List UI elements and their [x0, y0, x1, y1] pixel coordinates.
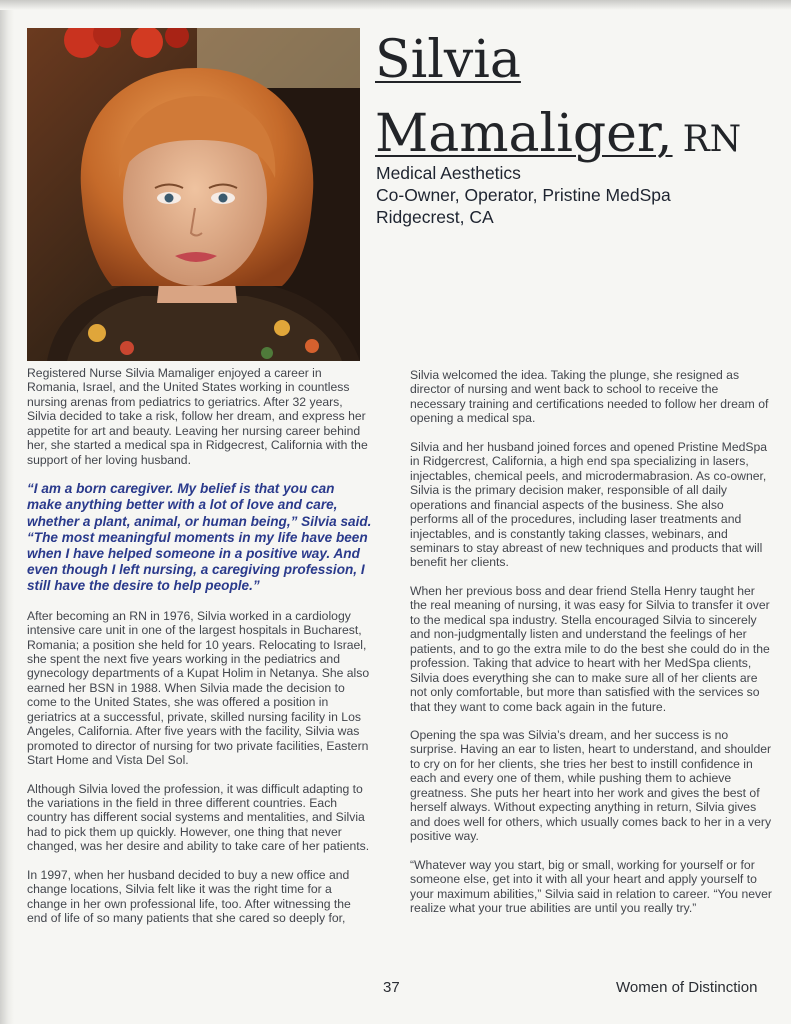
title-last-name — [375, 104, 742, 164]
article-right-column — [410, 368, 772, 929]
paragraph-welcomed-idea: Silvia welcomed the idea. Taking the plunge, she resigned as director of nursing and went back to school to receive the necessary training and certifications needed to follow her dream of opening a medical spa. — [410, 368, 769, 426]
publication-name: Women of Distinction — [616, 979, 758, 996]
subtitle-role: Co-Owner, Operator, Pristine MedSpa — [376, 185, 671, 205]
page-title — [375, 30, 742, 164]
article-left-column — [27, 366, 372, 940]
page-number: 37 — [383, 979, 400, 996]
pull-quote: “I am a born caregiver. My belief is that you can make anything better with a lot of love and care, whether a plant, animal, or human being,” Silvia said. “The most meaningful moments in my life have been when I have helped someone in a positive way. And even though I left nursing, a caregiving profession, I still have the desire to help people.” — [27, 481, 372, 594]
subtitle-location: Ridgecrest, CA — [376, 207, 494, 227]
page-binding-shadow — [0, 0, 14, 1024]
paragraph-closing-quote: “Whatever way you start, big or small, working for yourself or for someone else, get into it with all your heart and apply yourself to your maximum abilities,” Silvia said in relation to career. “You never realize what your true abilities are until you really try.” — [410, 857, 772, 915]
subtitle-block — [376, 162, 671, 228]
title-first-name: Silvia — [375, 30, 521, 90]
paragraph-dream-success: Opening the spa was Silvia’s dream, and her success is no surprise. Having an ear to listen, heart to understand, and shoulder to cry on for her clients, she tries her best to instill confidence in each and every one of them, while pushing them to achieve greatness. She puts her heart into her work and gives the best of herself always. Without expecting anything in return, Silvia gives and does well for others, which usually comes back to her in a very positive way. — [410, 727, 772, 844]
portrait-photo — [27, 28, 360, 361]
title-credential: RN — [682, 119, 742, 160]
subtitle-specialty: Medical Aesthetics — [376, 163, 521, 183]
title-surname: Mamaliger, — [375, 104, 673, 164]
paragraph-career-history: After becoming an RN in 1976, Silvia worked in a cardiology intensive care unit in one of the largest hospitals in Bucharest, Romania; a position she held for 10 years. Relocating to Israel, she spent the next five years working in the pediatrics and gynecology departments of a Kupat Holim in Netanya. She also earned her BSN in 1988. When Silvia made the decision to come to the United States, she was offered a position in geriatrics at a successful, private, skilled nursing facility in Los Angeles, California. After five years with the facility, Silvia was promoted to director of nursing for two private facilities, Eastern Start Home and Vista Del Sol. — [27, 608, 370, 768]
paragraph-1997-change: In 1997, when her husband decided to buy a new office and change locations, Silvia felt like it was the right time for a change in her own professional life, too. After witnessing the end of life of so many patients that she cared so deeply for, — [27, 867, 351, 926]
paragraph-stella-henry: When her previous boss and dear friend Stella Henry taught her the real meaning of nursing, it was easy for Silvia to transfer it over to the medical spa industry. Stella encouraged Silvia to sincerely and non-judgmentally listen and understand the feelings of her patients, and to go the extra mile to do the best she could do in the profession. Taking that advice to heart with her MedSpa clients, Silvia does everything she can to make sure all of her clients are not only comfortable, but more than satisfied with the services so that they want to come back again in the future. — [410, 583, 770, 714]
paragraph-adapting: Although Silvia loved the profession, it was difficult adapting to the variations in the field in three different countries. Each country has different social systems and mentalities, and Silvia had to pick them up quickly. However, one thing that never changed, was her desire and ability to take care of her patients. — [27, 781, 370, 854]
paragraph-intro: Registered Nurse Silvia Mamaliger enjoyed a career in Romania, Israel, and the United States working in countless nursing arenas from pediatrics to geriatrics. After 32 years, Silvia decided to take a risk, follow her dream, and express her appetite for art and beauty. Leaving her nursing career behind her, she started a medical spa in Ridgecrest, California with the support of her loving husband. — [27, 366, 368, 467]
paragraph-medspa-opening: Silvia and her husband joined forces and opened Pristine MedSpa in Ridgercrest, California, a high end spa specializing in lasers, injectables, chemical peels, and microdermabrasion. As co-owner, Silvia is the primary decision maker, responsible of all daily operations and financial aspects of the business. She also performs all of the procedures, including laser treatments and injectables, and is constantly taking classes, webinars, and seminars to stay abreast of new techniques and products that will benefit her clients. — [410, 439, 768, 570]
page-top-edge — [0, 0, 791, 10]
